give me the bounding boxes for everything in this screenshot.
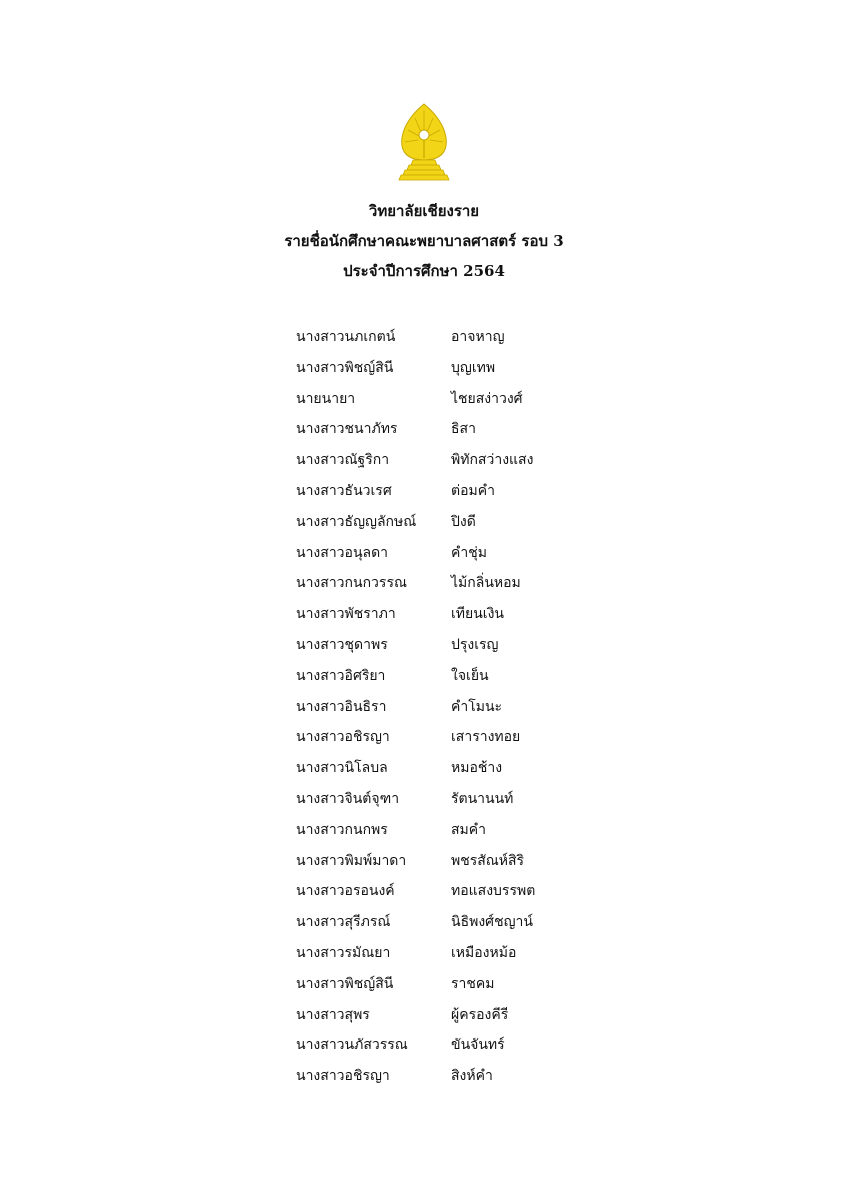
student-row [296, 969, 656, 1000]
student-row [296, 414, 656, 445]
student-last-name: พชรสัณห์สิริ [451, 852, 525, 869]
student-last-name: ไม้กลิ่นหอม [451, 575, 521, 592]
student-first-name: นางสาวธัญญลักษณ์ [296, 513, 417, 530]
student-row [296, 692, 656, 723]
student-last-name: ธิสา [451, 421, 476, 438]
student-first-name: นางสาวรมัณยา [296, 944, 391, 961]
student-row [296, 876, 656, 907]
student-first-name: นางสาวนภเกตน์ [296, 329, 396, 345]
student-row [296, 507, 656, 538]
student-first-name: นางสาวอชิรญา [296, 1068, 390, 1085]
student-first-name: นางสาวธันวเรศ [296, 482, 392, 499]
student-row [296, 353, 656, 384]
student-last-name: คำชุ่ม [451, 544, 487, 561]
phra-kieo-emblem-icon [397, 102, 451, 182]
student-first-name: นางสาวพิชญ์สินี [296, 359, 394, 376]
student-row [296, 476, 656, 507]
student-last-name: ทอแสงบรรพต [451, 883, 536, 900]
student-first-name: นางสาวพิมพ์มาดา [296, 852, 407, 869]
student-last-name: สมคำ [451, 821, 486, 838]
student-last-name: เทียนเงิน [451, 606, 504, 623]
student-first-name: นางสาวอินธิรา [296, 698, 387, 715]
student-first-name: นางสาวกนกพร [296, 821, 388, 838]
student-first-name: นางสาวอรอนงค์ [296, 883, 395, 900]
student-first-name: นางสาวจินต์จุฑา [296, 790, 400, 807]
student-first-name: นางสาวชุดาพร [296, 636, 388, 653]
emblem-orb [419, 130, 429, 140]
student-first-name: นางสาวพัชราภา [296, 606, 396, 623]
student-name-list [296, 322, 656, 1092]
student-last-name: นิธิพงศ์ชญาน์ [451, 914, 533, 931]
student-last-name: หมอช้าง [451, 760, 503, 777]
student-first-name: นางสาวอนุลดา [296, 544, 389, 561]
student-first-name: นางสาวสุรีภรณ์ [296, 914, 391, 931]
student-last-name: สิงห์คำ [451, 1068, 493, 1085]
student-last-name: ราชคม [451, 975, 495, 992]
student-first-name: นางสาวชนาภัทร [296, 421, 398, 438]
student-row [296, 938, 656, 969]
student-row [296, 661, 656, 692]
student-row [296, 815, 656, 846]
student-first-name: นางสาวอิศริยา [296, 667, 386, 684]
student-row [296, 384, 656, 415]
student-last-name: คำโมนะ [451, 698, 503, 715]
student-row [296, 322, 656, 353]
list-title: รายชื่อนักศึกษาคณะพยาบาลศาสตร์ รอบ 3 [284, 232, 564, 250]
student-last-name: อาจหาญ [451, 329, 505, 345]
student-row [296, 722, 656, 753]
student-row [296, 753, 656, 784]
student-last-name: ต่อมคำ [451, 482, 495, 499]
emblem-base [411, 160, 437, 165]
student-last-name: ใจเย็น [451, 667, 489, 684]
student-row [296, 538, 656, 569]
student-row [296, 568, 656, 599]
student-first-name: นางสาวนภัสวรรณ [296, 1037, 408, 1054]
student-last-name: ปิงดี [451, 513, 476, 530]
student-first-name: นางสาวพิชญ์สินี [296, 975, 394, 992]
student-first-name: นางสาวกนกวรรณ [296, 575, 407, 592]
student-row [296, 630, 656, 661]
student-first-name: นางสาวสุพร [296, 1006, 370, 1023]
student-last-name: เหมืองหม้อ [451, 944, 517, 961]
student-first-name: นายนายา [296, 390, 356, 407]
student-row [296, 907, 656, 938]
student-row [296, 1061, 656, 1092]
academic-year: ประจำปีการศึกษา 2564 [343, 262, 505, 280]
student-first-name: นางสาวนิโลบล [296, 760, 388, 777]
student-last-name: บุญเทพ [451, 359, 496, 376]
student-row [296, 1000, 656, 1031]
student-row [296, 599, 656, 630]
college-name: วิทยาลัยเชียงราย [368, 202, 480, 220]
student-row [296, 784, 656, 815]
student-last-name: พิทักสว่างแสง [451, 452, 534, 469]
student-last-name: ผู้ครองคีรี [451, 1006, 509, 1023]
document-header [0, 196, 848, 286]
student-last-name: เสารางทอย [451, 729, 521, 746]
student-row [296, 445, 656, 476]
student-row [296, 1030, 656, 1061]
student-last-name: รัตนานนท์ [451, 790, 514, 807]
student-last-name: ไชยสง่าวงศ์ [451, 390, 523, 407]
student-last-name: ขันจันทร์ [451, 1037, 505, 1054]
student-row [296, 846, 656, 877]
student-first-name: นางสาวอชิรญา [296, 729, 390, 746]
student-last-name: ปรุงเรญ [451, 636, 499, 653]
student-first-name: นางสาวณัฐริกา [296, 452, 390, 469]
